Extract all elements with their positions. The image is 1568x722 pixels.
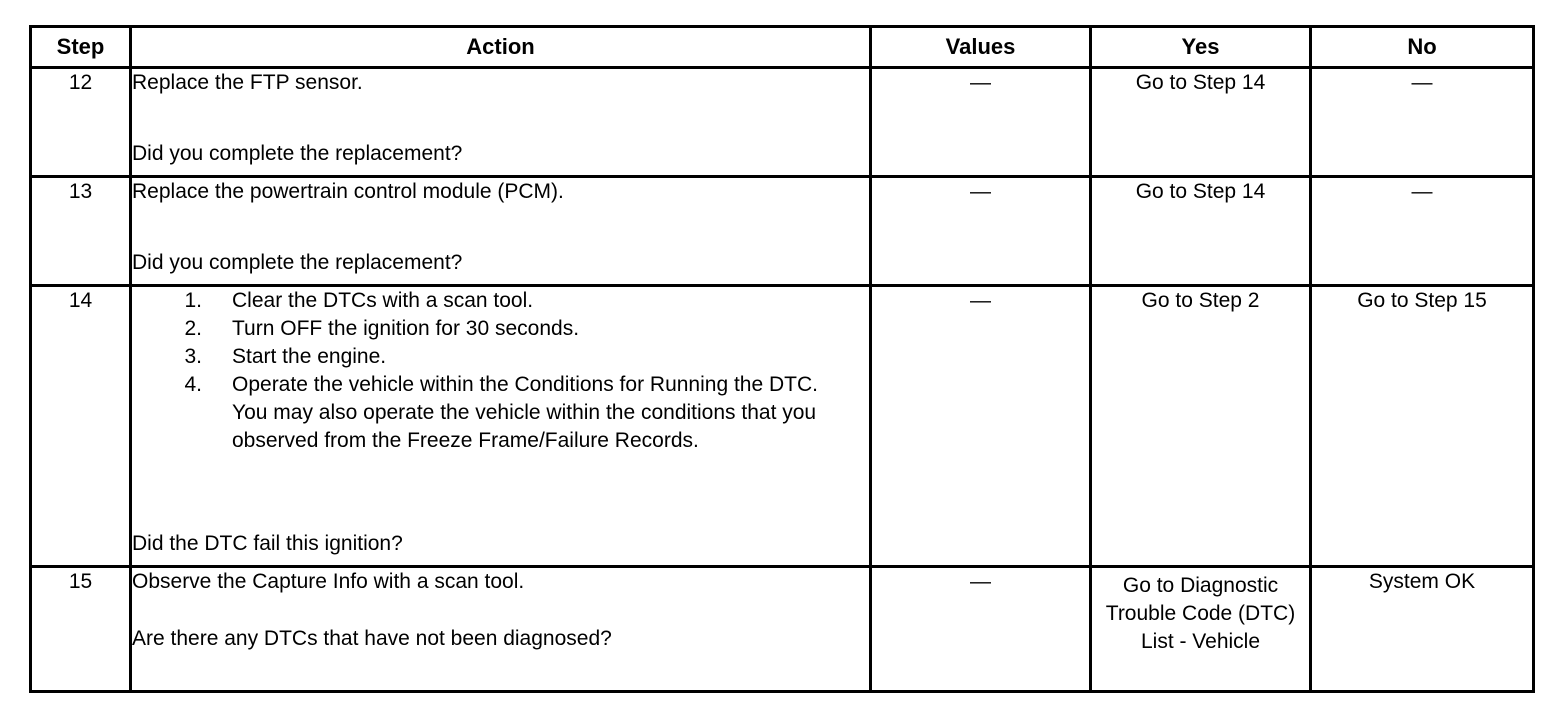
values-cell: — [871, 177, 1091, 286]
action-cell [131, 567, 871, 692]
substep-number: 3. [184, 345, 202, 368]
header-values: Values [871, 27, 1091, 68]
header-action: Action [131, 27, 871, 68]
action-question: Are there any DTCs that have not been diagnosed? [132, 627, 612, 650]
substep-number: 2. [184, 317, 202, 340]
list-item [132, 371, 869, 455]
diagnostic-table [29, 25, 1535, 693]
substep-text: Turn OFF the ignition for 30 seconds. [232, 317, 580, 340]
values-cell: — [871, 286, 1091, 567]
list-item [132, 287, 869, 315]
table-row [31, 567, 1534, 692]
step-number: 15 [31, 567, 131, 692]
values-cell: — [871, 567, 1091, 692]
no-cell: System OK [1311, 567, 1534, 692]
no-cell: — [1311, 68, 1534, 177]
header-no: No [1311, 27, 1534, 68]
no-cell: — [1311, 177, 1534, 286]
header-yes: Yes [1091, 27, 1311, 68]
action-cell [131, 286, 871, 567]
action-question: Did the DTC fail this ignition? [132, 532, 403, 555]
substep-number: 4. [184, 373, 202, 396]
substep-list [132, 287, 869, 455]
no-cell: Go to Step 15 [1311, 286, 1534, 567]
table-row [31, 286, 1534, 567]
action-instruction: Replace the powertrain control module (PCM). [132, 180, 564, 203]
list-item [132, 343, 869, 371]
table-row [31, 177, 1534, 286]
action-question: Did you complete the replacement? [132, 251, 463, 274]
yes-cell: Go to Step 2 [1091, 286, 1311, 567]
table-row [31, 68, 1534, 177]
step-number: 12 [31, 68, 131, 177]
action-question: Did you complete the replacement? [132, 142, 463, 165]
yes-cell: Go to Step 14 [1091, 68, 1311, 177]
step-number: 14 [31, 286, 131, 567]
yes-cell: Go to Diagnostic Trouble Code (DTC) List - Vehicle [1091, 567, 1311, 692]
action-cell [131, 68, 871, 177]
substep-text: Clear the DTCs with a scan tool. [232, 289, 534, 312]
substep-number: 1. [184, 289, 202, 312]
action-cell [131, 177, 871, 286]
step-number: 13 [31, 177, 131, 286]
yes-cell: Go to Step 14 [1091, 177, 1311, 286]
values-cell: — [871, 68, 1091, 177]
action-instruction: Replace the FTP sensor. [132, 71, 363, 94]
header-step: Step [31, 27, 131, 68]
substep-text: Operate the vehicle within the Conditions for Running the DTC. You may also operate the vehicle within the conditions that you observed from the Freeze Frame/Failure Records. [232, 373, 818, 452]
action-instruction: Observe the Capture Info with a scan tool. [132, 570, 525, 593]
substep-text: Start the engine. [232, 345, 387, 368]
list-item [132, 315, 869, 343]
header-row [31, 27, 1534, 68]
